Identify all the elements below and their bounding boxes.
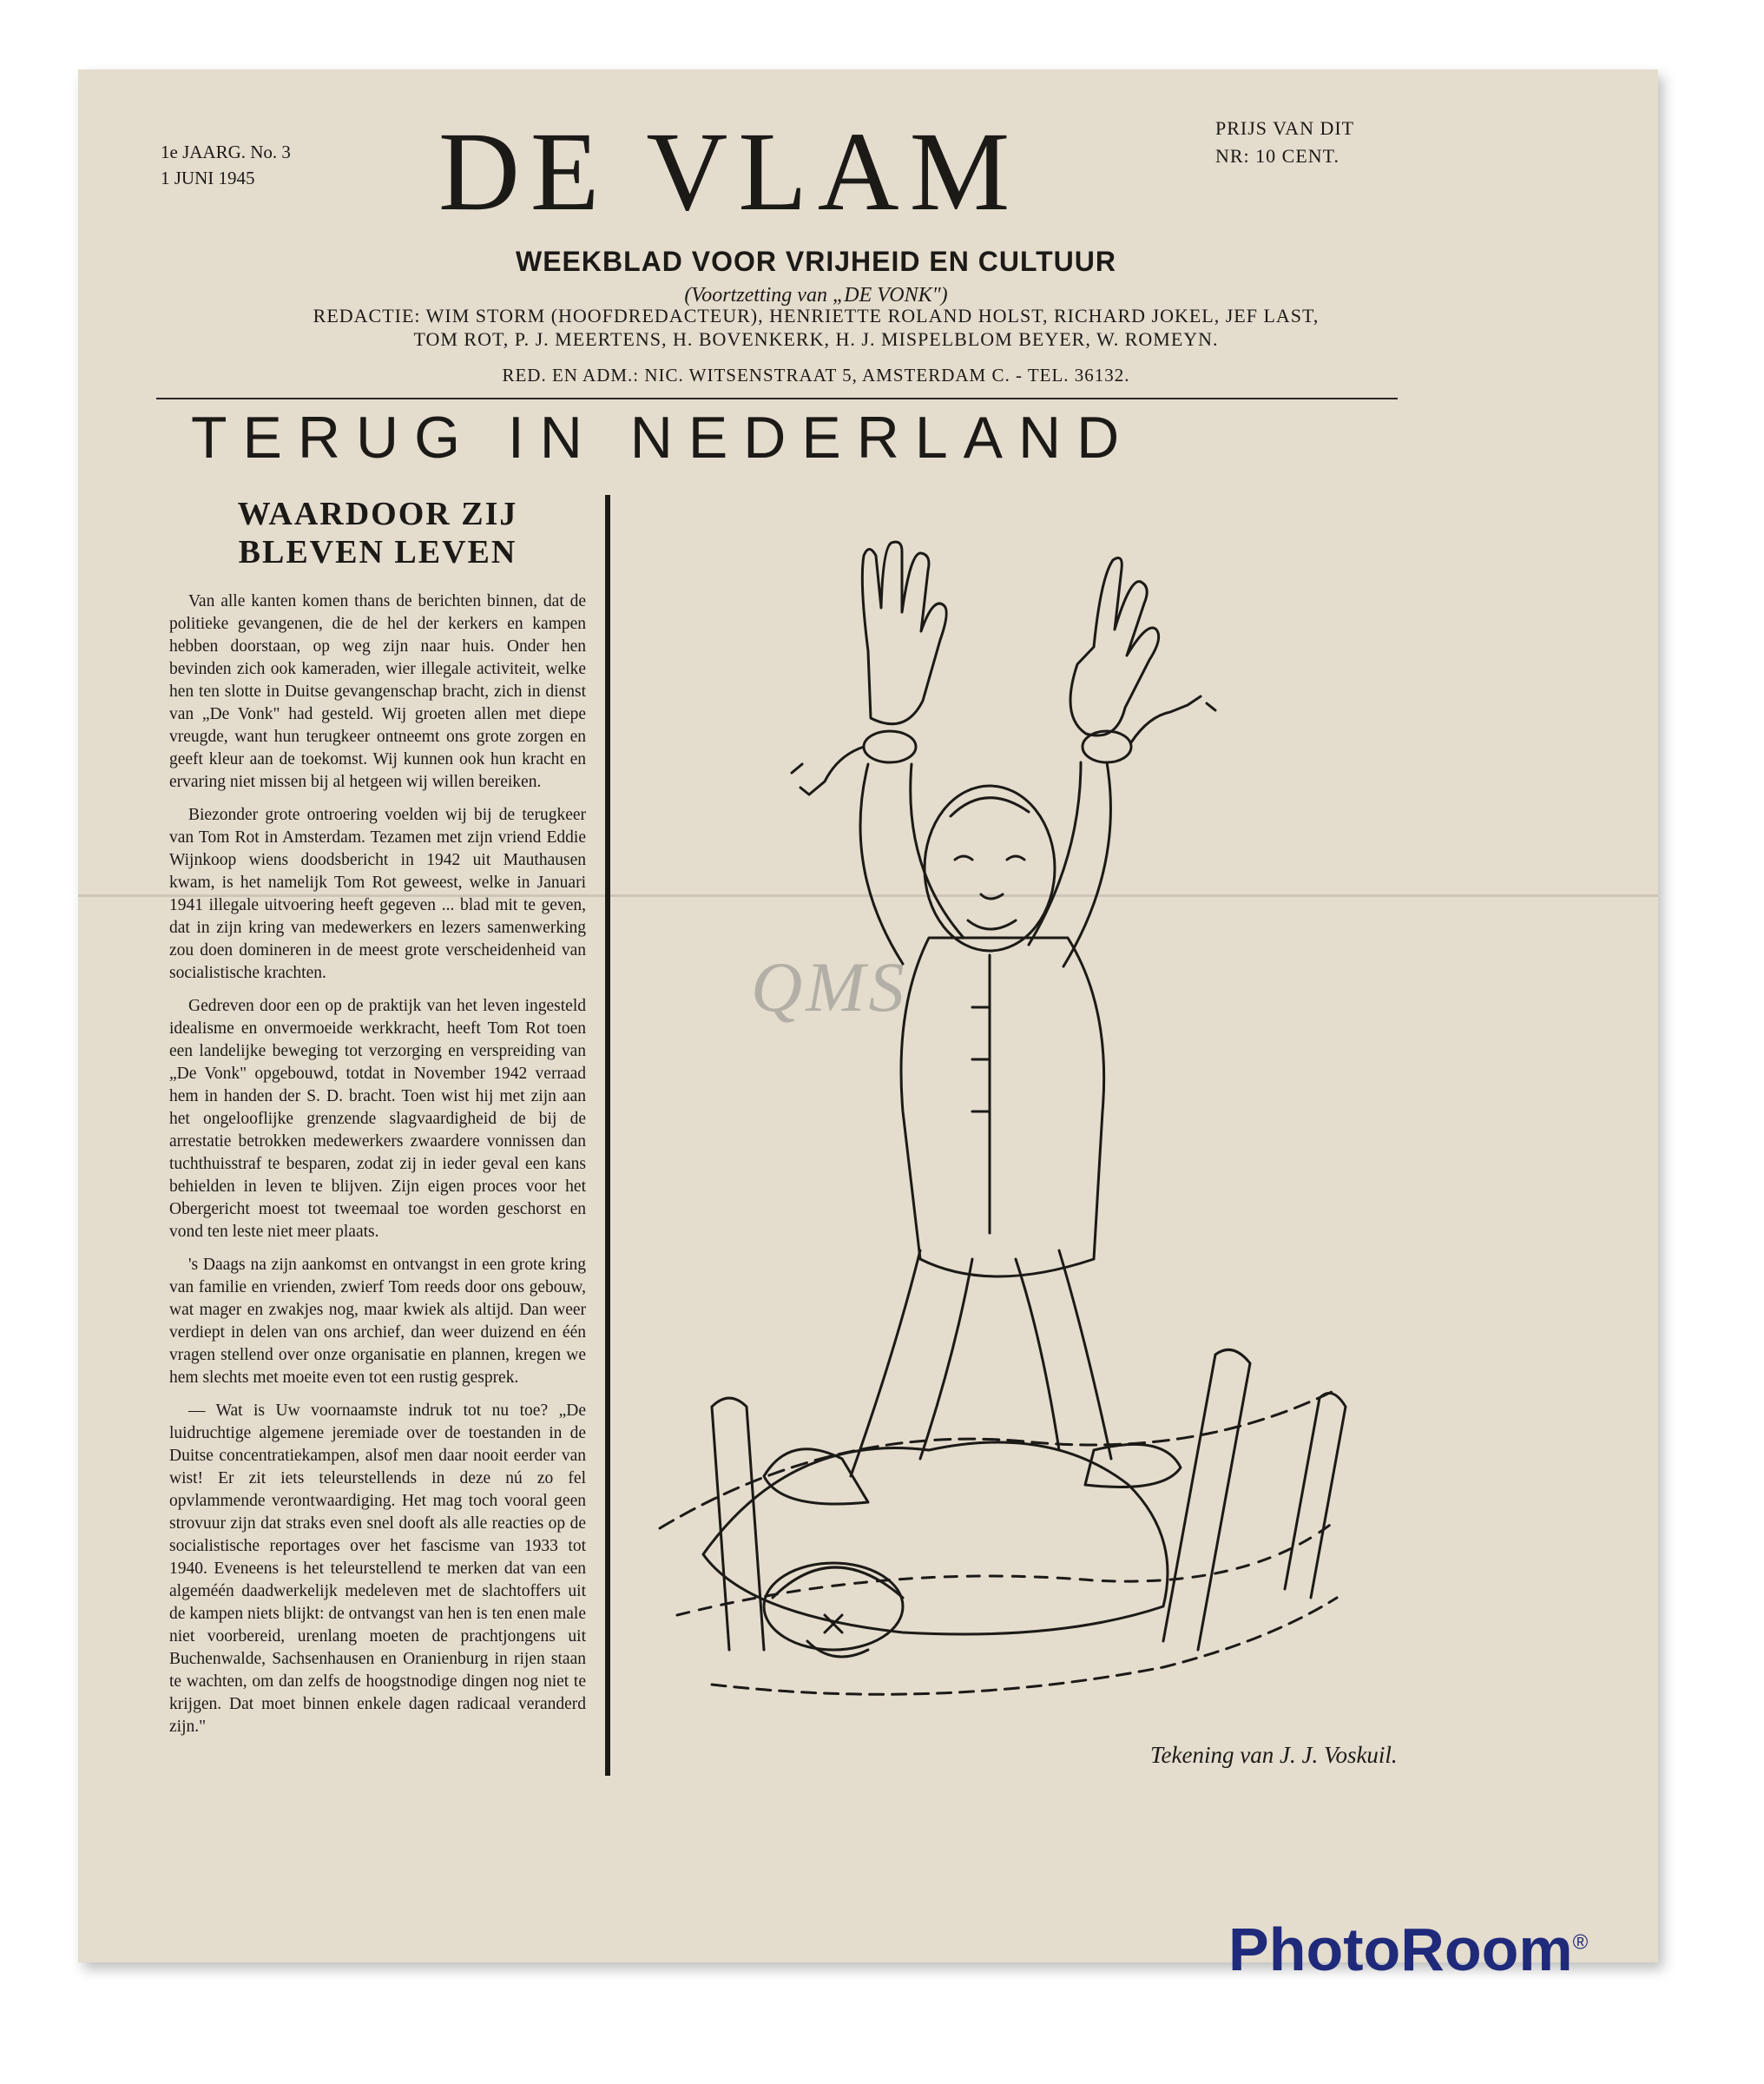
registered-mark: ® [1572, 1930, 1589, 1955]
address-line: RED. EN ADM.: NIC. WITSENSTRAAT 5, AMSTERDAM C. - TEL. 36132. [502, 365, 1130, 386]
brand-name: PhotoRoom [1228, 1916, 1573, 1983]
watermark: QMS [751, 947, 908, 1026]
editors-list [226, 304, 1406, 351]
illustration-caption: Tekening van J. J. Voskuil. [1150, 1742, 1398, 1768]
photoroom-logo [1228, 1915, 1588, 1984]
price-line-1: PRIJS VAN DIT [1215, 117, 1355, 139]
continuation-note: (Voortzetting van „DE VONK") [684, 284, 948, 307]
article-title-line-2: BLEVEN LEVEN [238, 534, 517, 570]
price-info [1215, 115, 1354, 170]
masthead-divider [156, 398, 1398, 399]
article-column [169, 495, 586, 1749]
article-paragraph: Gedreven door een op de praktijk van het leven ingesteld idealisme en onvermoeide werkkracht, heeft Tom Rot toen een landelijke beweging tot verzorging en verspreiding van „De Vonk" opgebouwd, totdat in November 1942 verraad hem in handen der S. D. bracht. Toen wist hij met zijn aan het ongelooflijke grenzende slagvaardigheid de bij de arrestatie betrokken medewerkers zwaardere vonnissen dan tuchthuisstraf te besparen, zodat zij in ieder geval een kans behielden in leven te blijven. Zijn eigen proces voor het Obergericht moest tot tweemaal toe worden geschorst en vond ten leste niet meer plaats. [169, 997, 586, 1241]
issue-date: 1 JUNI 1945 [161, 168, 255, 188]
article-title-line-1: WAARDOOR ZIJ [237, 496, 518, 532]
headline: TERUG IN NEDERLAND [191, 405, 1135, 471]
editors-line-2: TOM ROT, P. J. MEERTENS, H. BOVENKERK, H. J. MISPELBLOM BEYER, W. ROMEYN. [413, 328, 1219, 350]
article-paragraph: 's Daags na zijn aankomst en ontvangst in een grote kring van familie en vrienden, zwierf Tom reeds door ons gebouw, wat mager en zwakjes nog, maar kwiek als altijd. Dan weer verdiept in delen van ons archief, dan weer duizend en één vragen stellend over onze organisatie en plannen, kregen we hem slechts met moeite even tot een rustig gesprek. [169, 1256, 586, 1387]
editors-line-1: REDACTIE: WIM STORM (HOOFDREDACTEUR), HENRIETTE ROLAND HOLST, RICHARD JOKEL, JEF LAST, [313, 305, 1320, 326]
article-paragraph: Biezonder grote ontroering voelden wij bij de terugkeer van Tom Rot in Amsterdam. Tezamen met zijn vriend Eddie Wijnkoop wiens doodsbericht in 1942 uit Mauthausen kwam, is het namelijk Tom Rot geweest, welke in Januari 1941 illegale uitvoering heeft gegeven ... blad mit te geven, dat in zijn kring van medewerkers en lezers samenwerking zou doen domineren in de meest grote verscheidenheid van socialistische krachten. [169, 806, 586, 982]
issue-info [161, 139, 291, 191]
issue-volume: 1e JAARG. No. 3 [161, 142, 291, 162]
price-line-2: NR: 10 CENT. [1215, 145, 1339, 167]
article-paragraph: — Wat is Uw voornaamste indruk tot nu toe? „De luidruchtige algemene jeremiade over de toestanden in de Duitse concentratiekampen, alsof men daar nooit eerder van wist! Er zit iets teleurstellends in deze nú zo fel opvlammende verontwaardiging. Het mag toch vooral geen strovuur zijn dat straks even snel dooft als alle reacties op de socialistische reportages over het fascisme van 1933 tot 1940. Eveneens is het teleurstellend te merken dat van een algeméén daadwerkelijk medeleven met de slachtoffers uit de kampen niets blijkt: de ontvangst van hen is ten enen male niet voorbereid, urenlang moeten de prachtjongens uit Buchenwalde, Sachsenhausen en Oranienburg in rijen staan te wachten, om dan zelfs de hoogstnodige dingen nog niet te krijgen. Dat moet binnen enkele dagen radicaal veranderd zijn." [169, 1401, 586, 1736]
masthead-title: DE VLAM [438, 109, 1021, 234]
masthead-subtitle: WEEKBLAD VOOR VRIJHEID EN CULTUUR [516, 246, 1116, 277]
article-paragraph: Van alle kanten komen thans de berichten binnen, dat de politieke gevangenen, die de hel der kerkers en kampen hebben doorstaan, op weg zijn naar huis. Onder hen bevinden zich ook kameraden, wier illegale activiteit, welke hen ten slotte in Duitse gevangenschap bracht, zich in dienst van „De Vonk" had gesteld. Wij groeten allen met diepe vreugde, want hun terugkeer ontneemt ons grote zorgen en geeft kleur aan de toekomst. Wij kunnen ook hun kracht en ervaring niet missen bij al hetgeen wij willen bereiken. [169, 592, 586, 791]
prisoner-illustration [608, 486, 1389, 1728]
article-title [169, 495, 586, 571]
